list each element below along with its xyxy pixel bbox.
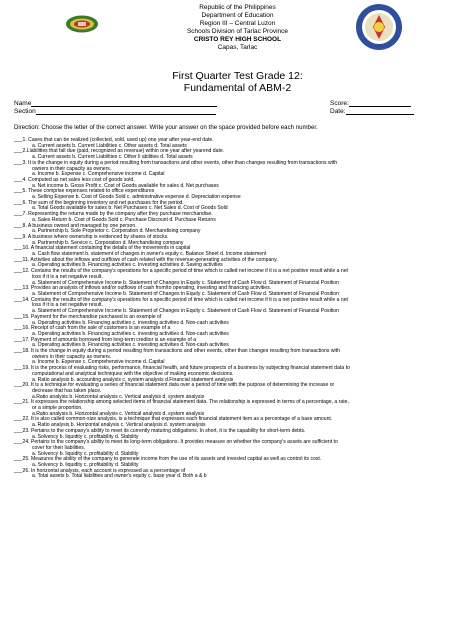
question-text: ___25. Measures the ability of the company to generate income from the use of its assets and invested capital as well as control its cost. — [14, 456, 322, 463]
date-line — [346, 108, 414, 115]
name-label: Name — [14, 100, 32, 107]
question-text: ___4. Computed as net sales less cost of goods sold. — [14, 176, 135, 183]
question-options: a. Solvency b. liquidity c. profitability d. Stability — [32, 450, 139, 457]
name-field — [14, 100, 217, 107]
question-text: ___17. Payment of amounts borrowed from long-term creditor is an example of a — [14, 336, 197, 343]
section-line — [36, 108, 216, 115]
question-text: ___6. The sum of the beginning inventory and net purchases for the period. — [14, 199, 184, 206]
question-text: ___26. In horizontal analysis, each account is expressed as a percentage of — [14, 467, 186, 474]
question-options: a. Partnership b. Sole Proprietor c. Corporation d. Merchandising company — [32, 228, 201, 235]
question-text: ___10. A financial statement containing the details of the movements in capital — [14, 245, 191, 252]
question-options: owners in their capacity as owners. — [32, 165, 112, 172]
question-text: ___21. It expresses the relationship among selected items of financial statement data. The relationship is expressed in terms of a percentage, a rate, — [14, 399, 349, 406]
date-field — [330, 108, 414, 115]
question-options: a. Solvency b. liquidity c. profitability d. Stability — [32, 462, 139, 469]
question-text: ___18. It is the change in equity during a period resulting from transactions and other events, other than changes resulting from transactions with — [14, 348, 340, 355]
question-text: ___3. It is the change in equity during a period resulting from transactions and other events, other than changes resulting from transactions with — [14, 159, 338, 166]
date-label: Date: — [330, 108, 346, 115]
score-field — [330, 100, 411, 107]
deped-seal-right — [355, 3, 403, 51]
question-text: ___16. Receipt of cash from the sale of customers is an example of a — [14, 325, 171, 332]
score-label: Score: — [330, 100, 349, 107]
question-options: a. Selling Expense b. Cost of Goods Sold c. administrative expense d. Depreciation expense — [32, 194, 241, 201]
question-text: ___19. It is the process of evaluating risks, performance, financial health, and future prospects of a business by subjecting financial statement data to — [14, 365, 350, 372]
header-department: Department of Education — [201, 12, 274, 19]
question-options: a. Ratio analysis b. accounting analysis c. system analysis d.Financial statement analysis — [32, 376, 234, 383]
question-options: a. Operating activities b. Financing activities c. investing activities d. Non-cash activities — [32, 330, 229, 337]
question-options: a. Operating activities b. Financing activities c. Investing activities d. Saving activities — [32, 262, 223, 269]
question-text: ___11. Activities about the inflows and outflows of cash related with the revenue-generating activities of the company. — [14, 256, 278, 263]
question-text: ___12. Contains the results of the company's operations for a specific period of time which is called net income if it is a net positive result while a net — [14, 268, 348, 275]
directions: Direction: Choose the letter of the correct answer. Write your answer on the space provided before each number. — [14, 124, 318, 131]
question-options: a.Ratio analysis b. Horizontal analysis c. Vertical analysis d. system analysis — [32, 410, 205, 417]
question-options: a. Statement of Comprehensive Income b. Statement of Changes in Equity c. Statement of Cash Flow d. Statement of Financial Position — [32, 290, 339, 297]
question-list — [14, 138, 464, 480]
question-options: a. Statement of Comprehensive Income b. Statement of Changes in Equity c. Statement of Cash Flow d. Statement of Financial Position — [32, 279, 339, 286]
question-options: a. Operating activities b. Financing activities c. investing activities d. Non-cash activities — [32, 319, 229, 326]
header-division: Schools Division of Tarlac Province — [186, 28, 289, 35]
question-options: decrease that has taken place. — [32, 387, 102, 394]
question-text: ___5. These comprise expenses related to office expenditures — [14, 188, 155, 195]
question-options: a.Ratio analysis b. Horizontal analysis c. Vertical analysis d. system analysis — [32, 393, 205, 400]
question-options: a. Solvency b. liquidity c. profitability d. Stability — [32, 433, 139, 440]
question-text: ___8. A business owned and managed by one person. — [14, 222, 137, 229]
question-text: ___20. It is a technique for evaluating a series of financial statement data over a period of time with the purpose of determining the increase or — [14, 382, 335, 389]
question-text: ___9. A business where ownership is evidenced by shares of stocks. — [14, 233, 169, 240]
question-options: a. Cash flow statement b. statement of changes in owner's equity c. Balance Sheet d. Income statement — [32, 251, 267, 258]
question-options: a. Sales Return b. Cost of Goods Sold c. Purchase Discount d. Purchase Returns — [32, 216, 216, 223]
section-field — [14, 108, 216, 115]
question-options: a. Income b. Expense c. Comprehensive income d. Capital — [32, 359, 165, 366]
question-options: computational and analytical techniques with the objective of making economic decisions. — [32, 370, 234, 377]
question-text: ___1. Cases that can be realized (collected, sold, used up) one year after year-end date. — [14, 137, 214, 143]
name-line — [31, 100, 217, 107]
question-text: ___13. Provides an analysis of inflows and/or outflows of cash from/to operating, investing and financing activities. — [14, 285, 272, 292]
question-text: ___15. Payment for the merchandise purchased is an example of — [14, 313, 162, 320]
question-options: a. Net income b. Gross Profit c. Cost of Goods available for sales d. Net purchases — [32, 182, 219, 189]
score-line — [349, 100, 411, 107]
test-subject: Fundamental of ABM-2 — [183, 82, 292, 94]
question-options: a. Current assets b. Current Liabilities c. Other li abilities d. Total assets — [32, 154, 193, 161]
question-options: a. Ratio analysis b. Horizontal analysis c. Vertical analysis d. system analysis — [32, 422, 206, 429]
header-region: Region III – Central Luzon — [199, 20, 276, 27]
school-logo-left — [64, 14, 100, 34]
question-text: ___24. Pertains to the company's ability to meet its long-term obligations. It provides measure on whether the company's assets are sufficient to — [14, 439, 338, 446]
header-school-name: CRISTO REY HIGH SCHOOL — [193, 36, 282, 43]
question-options: a. Statement of Comprehensive Income b. Statement of Changes in Equity c. Statement of Cash Flow d. Statement of Financial Position — [32, 308, 339, 315]
question-text: ___14. Contains the results of the company's operations for a specific period of time which is called net income if it is a net positive result while a net — [14, 296, 348, 303]
section-label: Section — [14, 108, 36, 115]
test-title: First Quarter Test Grade 12: — [172, 70, 303, 82]
question-options: a. Income b. Expense c. Comprehensive income d. Capital — [32, 171, 165, 178]
question-options: owners in their capacity as owners. — [32, 353, 112, 360]
header-address: Capas, Tarlac — [217, 44, 258, 51]
question-options: a. Total Goods available for sales b. Net Purchases c. Net Sales d. Cost of Goods Sold — [32, 205, 228, 212]
question-options: loss if it is a net negative result. — [32, 302, 103, 309]
question-text: ___7. Representing the returns made by the company after they purchase merchandise. — [14, 211, 213, 218]
question-options: a. Operating activities b. Financing activities c. investing activities d. Non-cash activities — [32, 342, 229, 349]
question-options: cover for their liabilities. — [32, 444, 86, 451]
question-text: ___22. It is also called common-size analysis, is a technique that expresses each financial statement item as a percentage of a base amount. — [14, 416, 333, 423]
question-text: ___2.Liabilities that fall due (paid, recognized as revenue) within one year after yearend date. — [14, 148, 225, 155]
question-options: a. Partnership b. Service c. Corporation d. Merchandising company — [32, 239, 184, 246]
header-republic: Republic of the Philippines — [199, 4, 276, 11]
question-options: or a simple proportion. — [32, 405, 83, 412]
question-options: loss if it is a net negative result. — [32, 273, 103, 280]
question-options: a. Current assets b. Current Liabilities c. Other assets d. Total assets — [32, 142, 187, 149]
question-options: a. Total assets b. Total liabilities and owner's equity c. base year d. Both a & b — [32, 473, 207, 480]
question-text: ___23. Pertains to the company's ability to meet its currently maturing obligations. In short, it is the capability for short-term debts. — [14, 427, 306, 434]
